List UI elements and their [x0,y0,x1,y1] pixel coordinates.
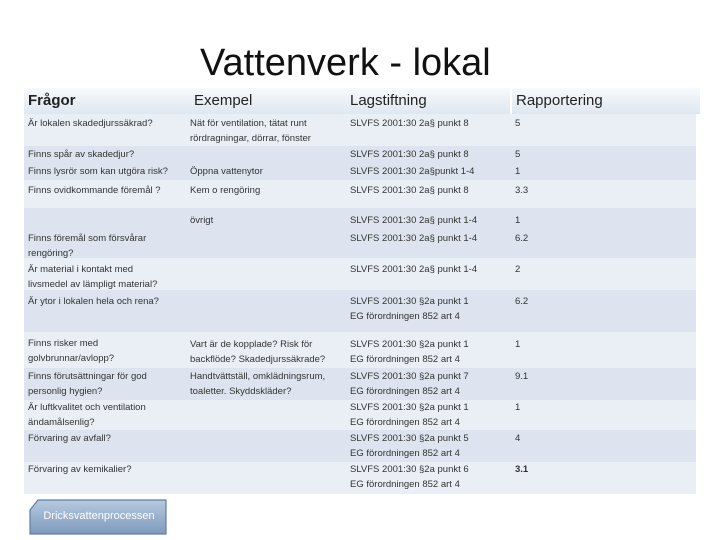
example-cell: toaletter. Skyddskläder? [190,386,292,397]
question-cell: Förvaring av avfall? [28,433,111,444]
question-cell: Är ytor i lokalen hela och rena? [28,296,159,307]
nav-button-label: Dricksvattenprocessen [43,510,155,522]
question-cell: Är luftkvalitet och ventilation [28,402,146,413]
report-cell: 4 [515,433,521,444]
report-cell: 1 [515,402,521,413]
example-cell: Handtvättställ, omklädningsrum, [190,371,326,382]
law-cell: SLVFS 2001:30 2a§ punkt 8 [350,118,469,129]
law-cell: EG förordningen 852 art 4 [350,386,460,397]
law-cell: SLVFS 2001:30 2a§ punkt 1-4 [350,233,478,244]
law-cell: SLVFS 2001:30 §2a punkt 1 [350,296,469,307]
law-cell: SLVFS 2001:30 §2a punkt 1 [350,402,469,413]
question-cell: Är material i kontakt med [28,264,134,275]
question-cell: Finns spår av skadedjur? [28,149,135,160]
law-cell: EG förordningen 852 art 4 [350,417,460,428]
example-cell: Kem o rengöring [190,185,261,196]
header-lagstiftning: Lagstiftning [346,88,510,114]
header-rapportering: Rapportering [512,88,700,114]
question-cell: Finns risker med [28,338,99,349]
law-cell: SLVFS 2001:30 2a§punkt 1-4 [350,166,475,177]
example-cell: Vart är de kopplade? Risk för [190,339,313,350]
law-cell: SLVFS 2001:30 §2a punkt 5 [350,433,469,444]
question-cell: Finns lysrör som kan utgöra risk? [28,166,168,177]
law-cell: EG förordningen 852 art 4 [350,479,460,490]
law-cell: EG förordningen 852 art 4 [350,354,460,365]
report-cell: 1 [515,215,521,226]
law-cell: SLVFS 2001:30 §2a punkt 6 [350,464,469,475]
page-title: Vattenverk - lokal [200,42,491,84]
example-cell: Öppna vattenytor [190,166,263,177]
law-cell: SLVFS 2001:30 2a§ punkt 8 [350,185,469,196]
law-cell: EG förordningen 852 art 4 [350,311,460,322]
report-cell: 5 [515,149,521,160]
report-cell: 1 [515,339,521,350]
report-cell: 1 [515,166,521,177]
report-cell: 3.3 [515,185,529,196]
question-cell: Förvaring av kemikalier? [28,464,132,475]
question-cell: Finns förutsättningar för god [28,371,147,382]
report-cell: 5 [515,118,521,129]
question-cell: livsmedel av lämpligt material? [28,279,158,290]
report-cell: 2 [515,264,521,275]
law-cell: EG förordningen 852 art 4 [350,448,460,459]
question-cell: Finns föremål som försvårar [28,233,147,244]
question-cell: ändamålsenlig? [28,417,95,428]
law-cell: SLVFS 2001:30 §2a punkt 7 [350,371,469,382]
report-cell: 6.2 [515,296,529,307]
example-cell: Nät för ventilation, tätat runt [190,118,307,129]
law-cell: SLVFS 2001:30 §2a punkt 1 [350,339,469,350]
question-cell: Finns ovidkommande föremål ? [28,185,161,196]
question-cell: personlig hygien? [28,386,103,397]
example-cell: övrigt [190,215,214,226]
question-cell: golvbrunnar/avlopp? [28,353,115,364]
law-cell: SLVFS 2001:30 2a§ punkt 8 [350,149,469,160]
header-exempel: Exempel [190,88,346,114]
law-cell: SLVFS 2001:30 2a§ punkt 1-4 [350,215,478,226]
report-cell: 9.1 [515,371,529,382]
law-cell: SLVFS 2001:30 2a§ punkt 1-4 [350,264,478,275]
question-cell: Är lokalen skadedjurssäkrad? [28,118,153,129]
example-cell: backflöde? Skadedjurssäkrade? [190,354,326,365]
report-cell: 3.1 [515,464,529,475]
report-cell: 6.2 [515,233,529,244]
example-cell: rördragningar, dörrar, fönster [190,133,311,144]
header-fragor: Frågor [24,88,190,114]
question-cell: rengöring? [28,248,74,259]
